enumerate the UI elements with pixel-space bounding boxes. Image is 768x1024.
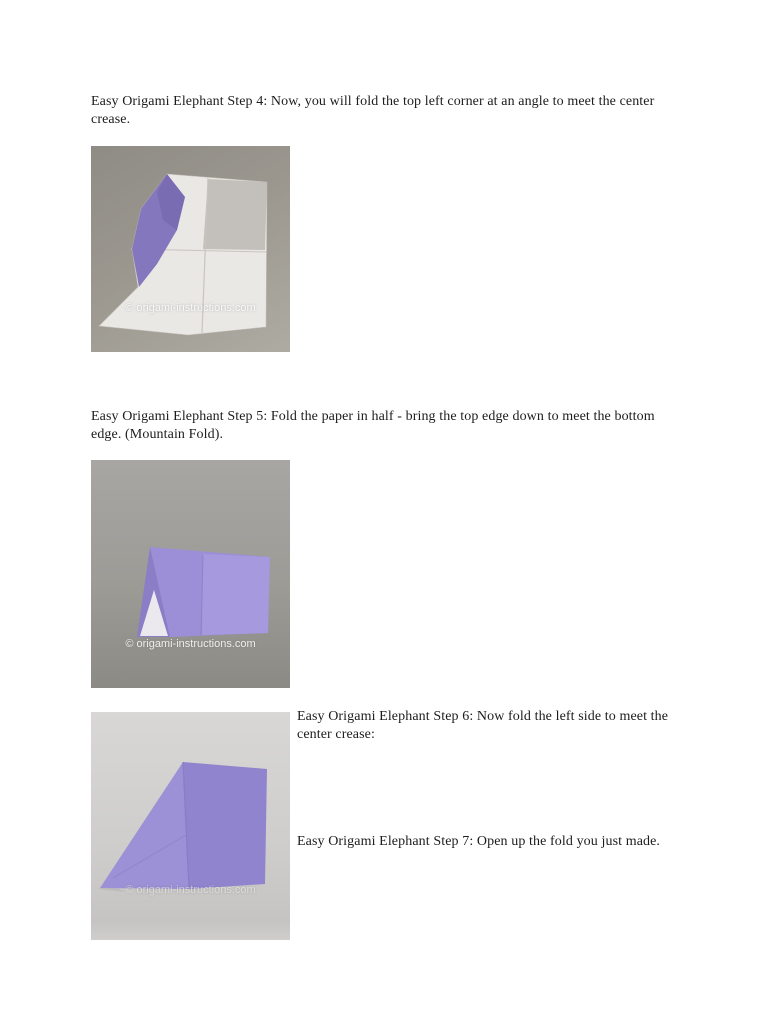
step5-instruction-text: Easy Origami Elephant Step 5: Fold the paper in half - bring the top edge down to meet the bottom edge. (Mountain Fold). [91,409,655,442]
purple-right-half-shape [202,554,270,635]
step7-instruction-text: Easy Origami Elephant Step 7: Open up the fold you just made. [297,834,661,849]
paper-shading-shape [203,179,267,250]
step6-origami-illustration [91,712,290,940]
step6-result-photo [91,712,290,940]
step4-instruction-text: Easy Origami Elephant Step 4: Now, you will fold the top left corner at an angle to meet the center crease. [91,94,655,127]
purple-flap-shape [100,762,189,889]
step5-result-photo [91,460,290,688]
step5-origami-illustration [91,460,290,688]
photo-watermark: © origami-instructions.com [125,638,256,650]
step4-origami-illustration [91,146,290,352]
photo-watermark: © origami-instructions.com [125,302,256,314]
step4-result-photo [91,146,290,352]
purple-body-shape [183,762,267,889]
step6-instruction-text: Easy Origami Elephant Step 6: Now fold the left side to meet the center crease: [297,709,669,742]
photo-watermark: © origami-instructions.com [125,884,256,896]
